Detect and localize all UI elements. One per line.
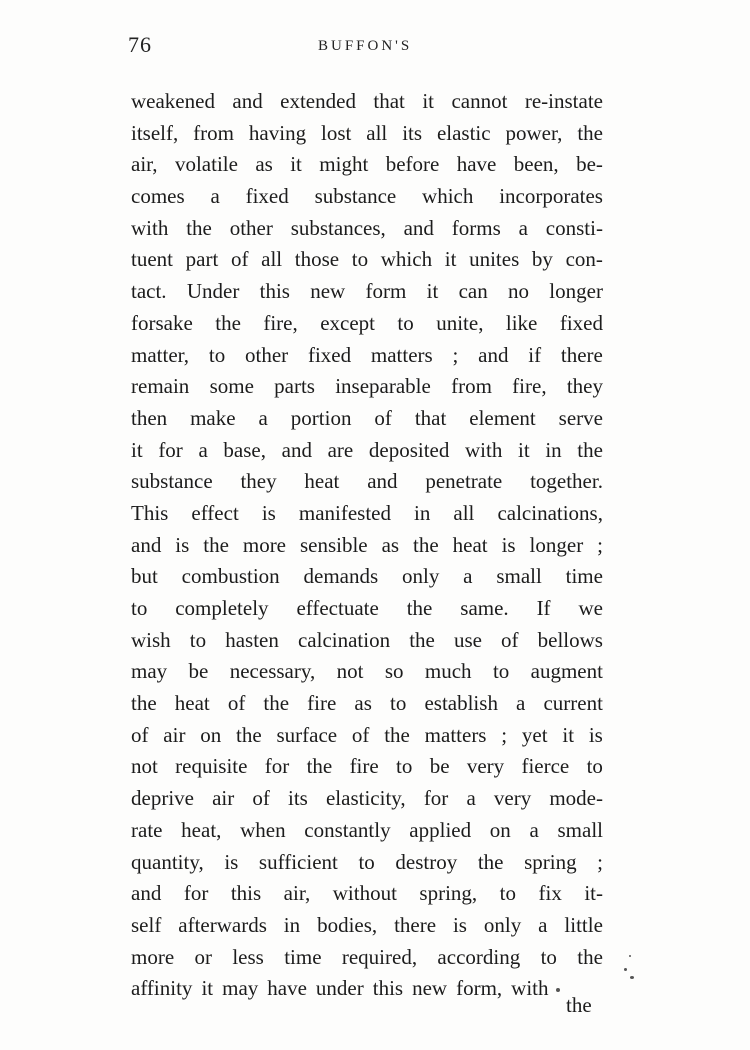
- running-head: BUFFON'S: [318, 38, 413, 54]
- text-line: not requisite for the fire to be very fierce to: [131, 754, 603, 779]
- ink-speck: [556, 988, 560, 992]
- catchword: the: [566, 993, 592, 1017]
- text-line: comes a fixed substance which incorporates: [131, 184, 603, 209]
- text-line: matter, to other fixed matters ; and if there: [131, 342, 603, 367]
- text-line: quantity, is sufficient to destroy the spring ;: [131, 849, 603, 874]
- text-line: affinity it may have under this new form, with: [131, 976, 549, 1001]
- text-line: may be necessary, not so much to augment: [131, 659, 603, 684]
- text-line: to completely effectuate the same. If we: [131, 596, 603, 620]
- text-line: This effect is manifested in all calcinations,: [131, 500, 603, 525]
- text-line: but combustion demands only a small time: [131, 564, 603, 589]
- text-line: weakened and extended that it cannot re-instate: [131, 89, 603, 113]
- ink-speck: [624, 968, 627, 971]
- text-line: remain some parts inseparable from fire, they: [131, 374, 603, 399]
- text-line: deprive air of its elasticity, for a very mode-: [131, 786, 603, 811]
- text-line: forsake the fire, except to unite, like fixed: [131, 310, 603, 335]
- text-line: of air on the surface of the matters ; yet it is: [131, 722, 603, 747]
- text-line: more or less time required, according to the: [131, 944, 603, 969]
- ink-speck: [630, 976, 634, 979]
- text-line: itself, from having lost all its elastic power, the: [131, 120, 603, 145]
- text-line: and is the more sensible as the heat is longer ;: [131, 532, 603, 557]
- text-line: wish to hasten calcination the use of bellows: [131, 627, 603, 652]
- text-line: rate heat, when constantly applied on a small: [131, 817, 603, 842]
- text-line: then make a portion of that element serve: [131, 405, 603, 430]
- body-text: [131, 86, 603, 1005]
- text-line: tuent part of all those to which it unites by con-: [131, 247, 603, 272]
- text-line: tact. Under this new form it can no longer: [131, 279, 603, 304]
- text-line: the heat of the fire as to establish a current: [131, 691, 603, 716]
- page-header: [128, 28, 608, 62]
- text-line: substance they heat and penetrate together.: [131, 469, 603, 494]
- page-number: 76: [128, 32, 152, 57]
- text-line: self afterwards in bodies, there is only a little: [131, 912, 603, 937]
- ink-speck: [629, 955, 631, 957]
- text-line: it for a base, and are deposited with it in the: [131, 437, 603, 462]
- text-line: and for this air, without spring, to fix it-: [131, 881, 603, 906]
- text-line: air, volatile as it might before have been, be-: [131, 152, 603, 177]
- text-line: with the other substances, and forms a consti-: [131, 215, 603, 240]
